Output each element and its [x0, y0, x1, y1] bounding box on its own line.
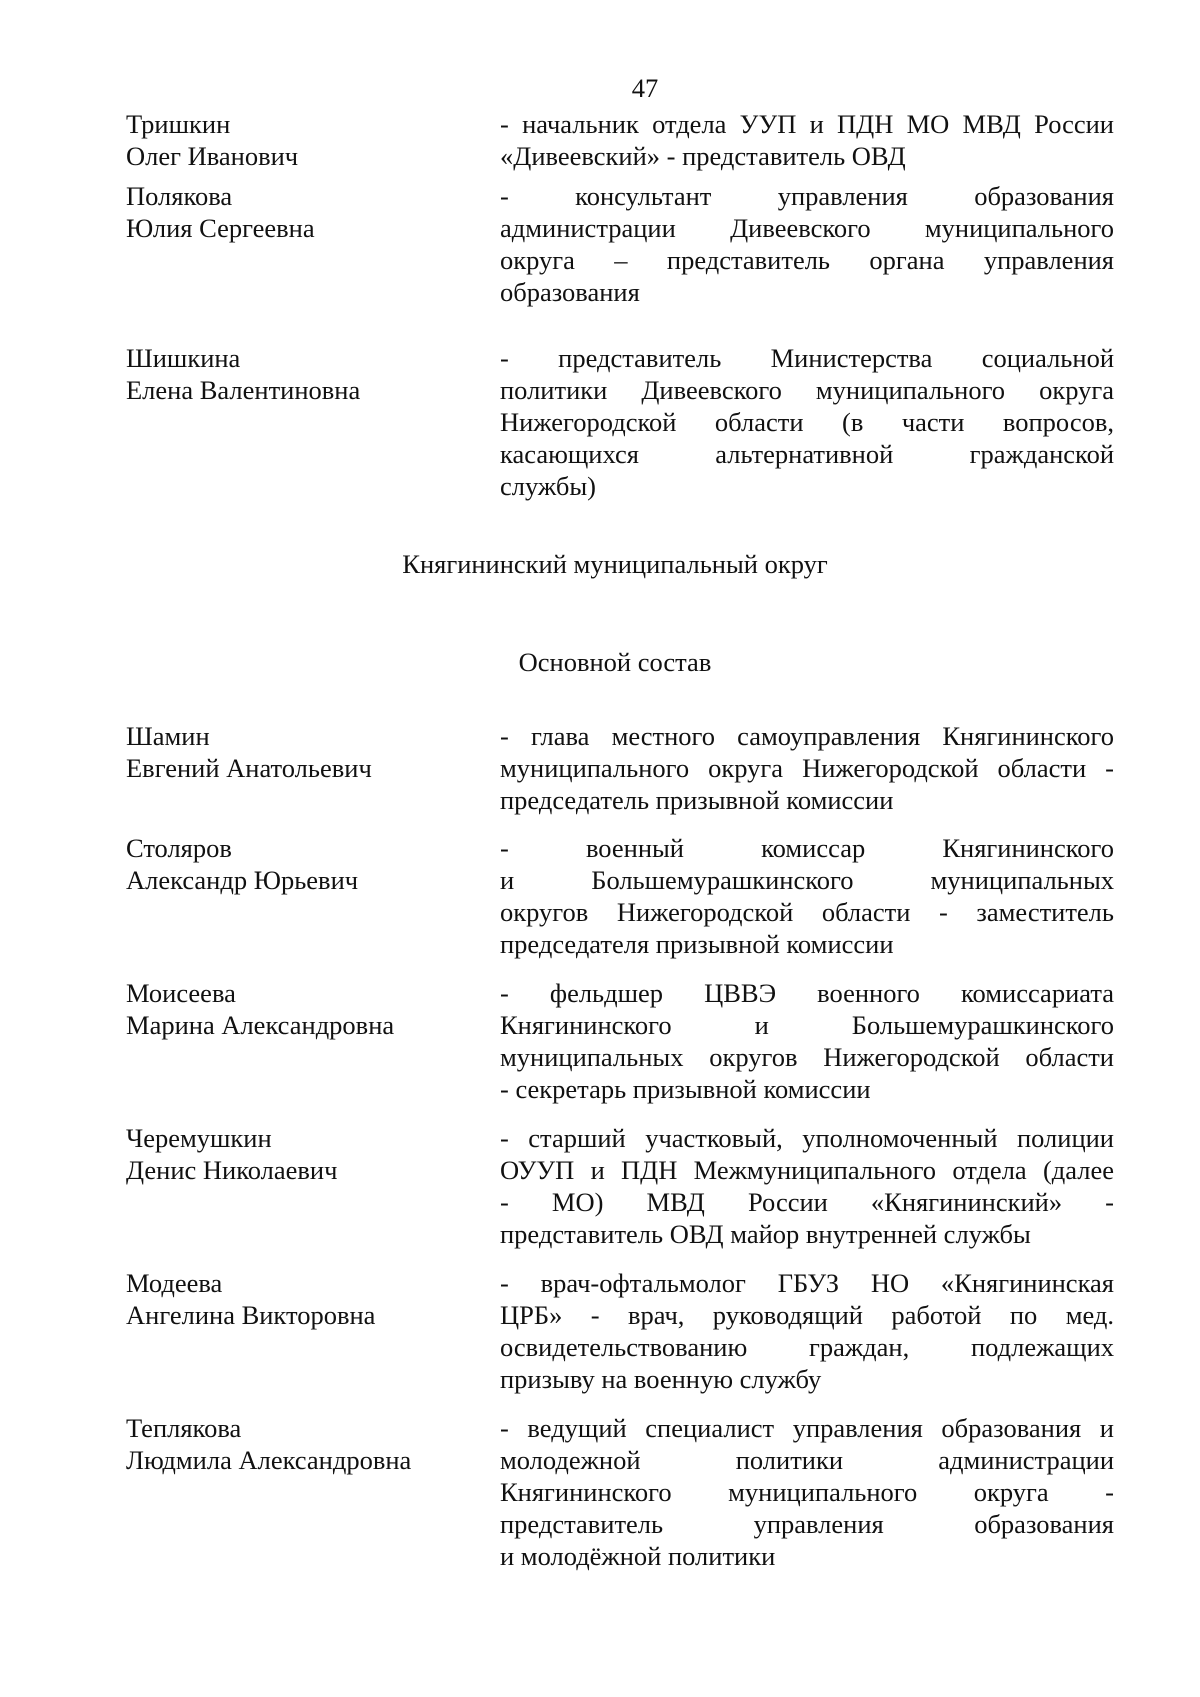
- role-text-line: округа – представитель органа управления: [500, 245, 1114, 275]
- subsection-heading: Основной состав: [518, 647, 712, 677]
- role-text-line: - фельдшер ЦВВЭ военного комиссариата: [500, 978, 1114, 1008]
- member-given-name: Людмила Александровна: [126, 1445, 412, 1475]
- role-text-line: администрации Дивеевского муниципального: [500, 213, 1114, 243]
- role-text-line: Княгининского и Большемурашкинского: [500, 1010, 1114, 1040]
- member-given-name: Денис Николаевич: [126, 1155, 338, 1185]
- role-text-line: - ведущий специалист управления образования и: [500, 1413, 1114, 1443]
- role-text-line: ЦРБ» - врач, руководящий работой по мед.: [500, 1300, 1114, 1330]
- role-text-line: - представитель Министерства социальной: [500, 343, 1114, 373]
- member-given-name: Ангелина Викторовна: [126, 1300, 376, 1330]
- member-name: [126, 977, 486, 1041]
- role-text-line: политики Дивеевского муниципального округа: [500, 375, 1114, 405]
- role-text-line: - начальник отдела УУП и ПДН МО МВД России: [500, 109, 1114, 139]
- member-surname: Тришкин: [126, 109, 231, 139]
- member-role: [500, 1122, 1114, 1250]
- role-text-line: молодежной политики администрации: [500, 1445, 1114, 1475]
- member-role: [500, 1267, 1114, 1395]
- role-text-line: - секретарь призывной комиссии: [500, 1074, 871, 1104]
- role-text-line: представитель управления образования: [500, 1509, 1114, 1539]
- member-surname: Модеева: [126, 1268, 223, 1298]
- section-heading: Княгининский муниципальный округ: [402, 549, 828, 579]
- role-text-line: председатель призывной комиссии: [500, 785, 894, 815]
- role-text-line: - врач-офтальмолог ГБУЗ НО «Княгининская: [500, 1268, 1114, 1298]
- member-surname: Столяров: [126, 833, 232, 863]
- member-name: [126, 180, 486, 244]
- role-text-line: службы): [500, 471, 596, 501]
- role-text-line: председателя призывной комиссии: [500, 929, 894, 959]
- member-name: [126, 1267, 486, 1331]
- role-text-line: - глава местного самоуправления Княгининского: [500, 721, 1114, 751]
- member-surname: Шишкина: [126, 343, 241, 373]
- member-surname: Полякова: [126, 181, 233, 211]
- member-given-name: Александр Юрьевич: [126, 865, 359, 895]
- member-role: [500, 1412, 1114, 1572]
- member-surname: Шамин: [126, 721, 210, 751]
- role-text-line: округов Нижегородской области - заместитель: [500, 897, 1114, 927]
- member-role: [500, 342, 1114, 502]
- member-name: [126, 1412, 486, 1476]
- member-given-name: Марина Александровна: [126, 1010, 395, 1040]
- member-surname: Черемушкин: [126, 1123, 272, 1153]
- member-name: [126, 342, 486, 406]
- member-surname: Теплякова: [126, 1413, 242, 1443]
- member-name: [126, 108, 486, 172]
- role-text-line: - МО) МВД России «Княгининский» -: [500, 1187, 1114, 1217]
- role-text-line: муниципальных округов Нижегородской области: [500, 1042, 1114, 1072]
- role-text-line: Княгининского муниципального округа -: [500, 1477, 1114, 1507]
- member-role: [500, 832, 1114, 960]
- role-text-line: представитель ОВД майор внутренней службы: [500, 1219, 1031, 1249]
- page-number: 47: [631, 73, 659, 103]
- role-text-line: - старший участковый, уполномоченный полиции: [500, 1123, 1114, 1153]
- member-given-name: Елена Валентиновна: [126, 375, 361, 405]
- role-text-line: призыву на военную службу: [500, 1364, 822, 1394]
- role-text-line: - консультант управления образования: [500, 181, 1114, 211]
- member-role: [500, 108, 1114, 172]
- role-text-line: и молодёжной политики: [500, 1541, 776, 1571]
- member-role: [500, 180, 1114, 308]
- role-text-line: касающихся альтернативной гражданской: [500, 439, 1114, 469]
- member-name: [126, 720, 486, 784]
- member-name: [126, 832, 486, 896]
- role-text-line: - военный комиссар Княгининского: [500, 833, 1114, 863]
- role-text-line: образования: [500, 277, 640, 307]
- role-text-line: Нижегородской области (в части вопросов,: [500, 407, 1114, 437]
- member-surname: Моисеева: [126, 978, 236, 1008]
- member-given-name: Олег Иванович: [126, 141, 299, 171]
- role-text-line: муниципального округа Нижегородской области -: [500, 753, 1114, 783]
- member-name: [126, 1122, 486, 1186]
- member-given-name: Юлия Сергеевна: [126, 213, 315, 243]
- member-given-name: Евгений Анатольевич: [126, 753, 372, 783]
- member-role: [500, 720, 1114, 816]
- role-text-line: и Большемурашкинского муниципальных: [500, 865, 1114, 895]
- member-role: [500, 977, 1114, 1105]
- role-text-line: ОУУП и ПДН Межмуниципального отдела (далее: [500, 1155, 1114, 1185]
- role-text-line: освидетельствованию граждан, подлежащих: [500, 1332, 1114, 1362]
- role-text-line: «Дивеевский» - представитель ОВД: [500, 141, 906, 171]
